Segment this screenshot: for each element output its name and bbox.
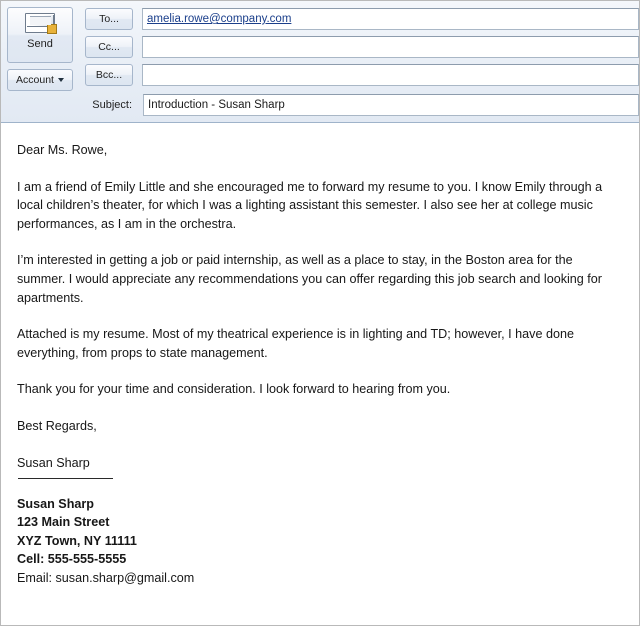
- signature-email: Email: susan.sharp@gmail.com: [17, 570, 195, 585]
- subject-row: [85, 93, 639, 117]
- subject-input[interactable]: Introduction - Susan Sharp: [143, 94, 639, 116]
- to-recipient-link[interactable]: amelia.rowe@company.com: [147, 13, 292, 25]
- signature-cell: Cell: 555-555-5555: [17, 552, 127, 567]
- envelope-flag-icon: [47, 24, 57, 34]
- signature-city-state-zip: XYZ Town, NY 11111: [17, 533, 137, 548]
- signature-name: Susan Sharp: [17, 496, 94, 511]
- body-salutation: Dear Ms. Rowe,: [17, 143, 108, 157]
- chevron-down-icon: [58, 78, 64, 82]
- to-row: [85, 7, 639, 31]
- signature-street: 123 Main Street: [17, 515, 110, 530]
- envelope-icon: [25, 13, 55, 33]
- body-paragraph-2: I’m interested in getting a job or paid internship, as well as a place to stay, in the Boston area for the summer. I would appreciate any recommendations you can offer regarding this job search and looking for apartments.: [17, 253, 603, 305]
- command-column: [7, 7, 79, 91]
- bcc-input[interactable]: [142, 64, 639, 86]
- body-paragraph-3: Attached is my resume. Most of my theatrical experience is in lighting and TD; however, I have done everything, from props to state management.: [17, 327, 574, 360]
- compose-header: [1, 1, 639, 123]
- to-input[interactable]: [142, 8, 639, 30]
- body-closing: Best Regards,: [17, 418, 97, 433]
- cc-row: [85, 35, 639, 59]
- signature-block: [17, 495, 623, 588]
- body-paragraph-1: I am a friend of Emily Little and she encouraged me to forward my resume to you. I know Emily through a local children’s theater, for which I was a lighting assistant this semester. I also see her at college music performances, as I am in the orchestra.: [17, 179, 603, 231]
- recipient-fields: [85, 7, 639, 117]
- account-button[interactable]: [7, 69, 73, 91]
- cc-input[interactable]: [142, 36, 639, 58]
- body-paragraph-4: Thank you for your time and consideration. I look forward to hearing from you.: [17, 382, 451, 397]
- account-button-label: Account: [16, 74, 54, 86]
- signature-divider: [18, 478, 113, 479]
- cc-button[interactable]: Cc...: [85, 36, 133, 58]
- to-button[interactable]: To...: [85, 8, 133, 30]
- send-button[interactable]: [7, 7, 73, 63]
- body-signer: Susan Sharp: [17, 455, 90, 470]
- bcc-row: [85, 63, 639, 87]
- bcc-button[interactable]: Bcc...: [85, 64, 133, 86]
- subject-label: Subject:: [92, 99, 132, 111]
- send-button-label: Send: [27, 38, 53, 50]
- message-body[interactable]: [1, 123, 639, 625]
